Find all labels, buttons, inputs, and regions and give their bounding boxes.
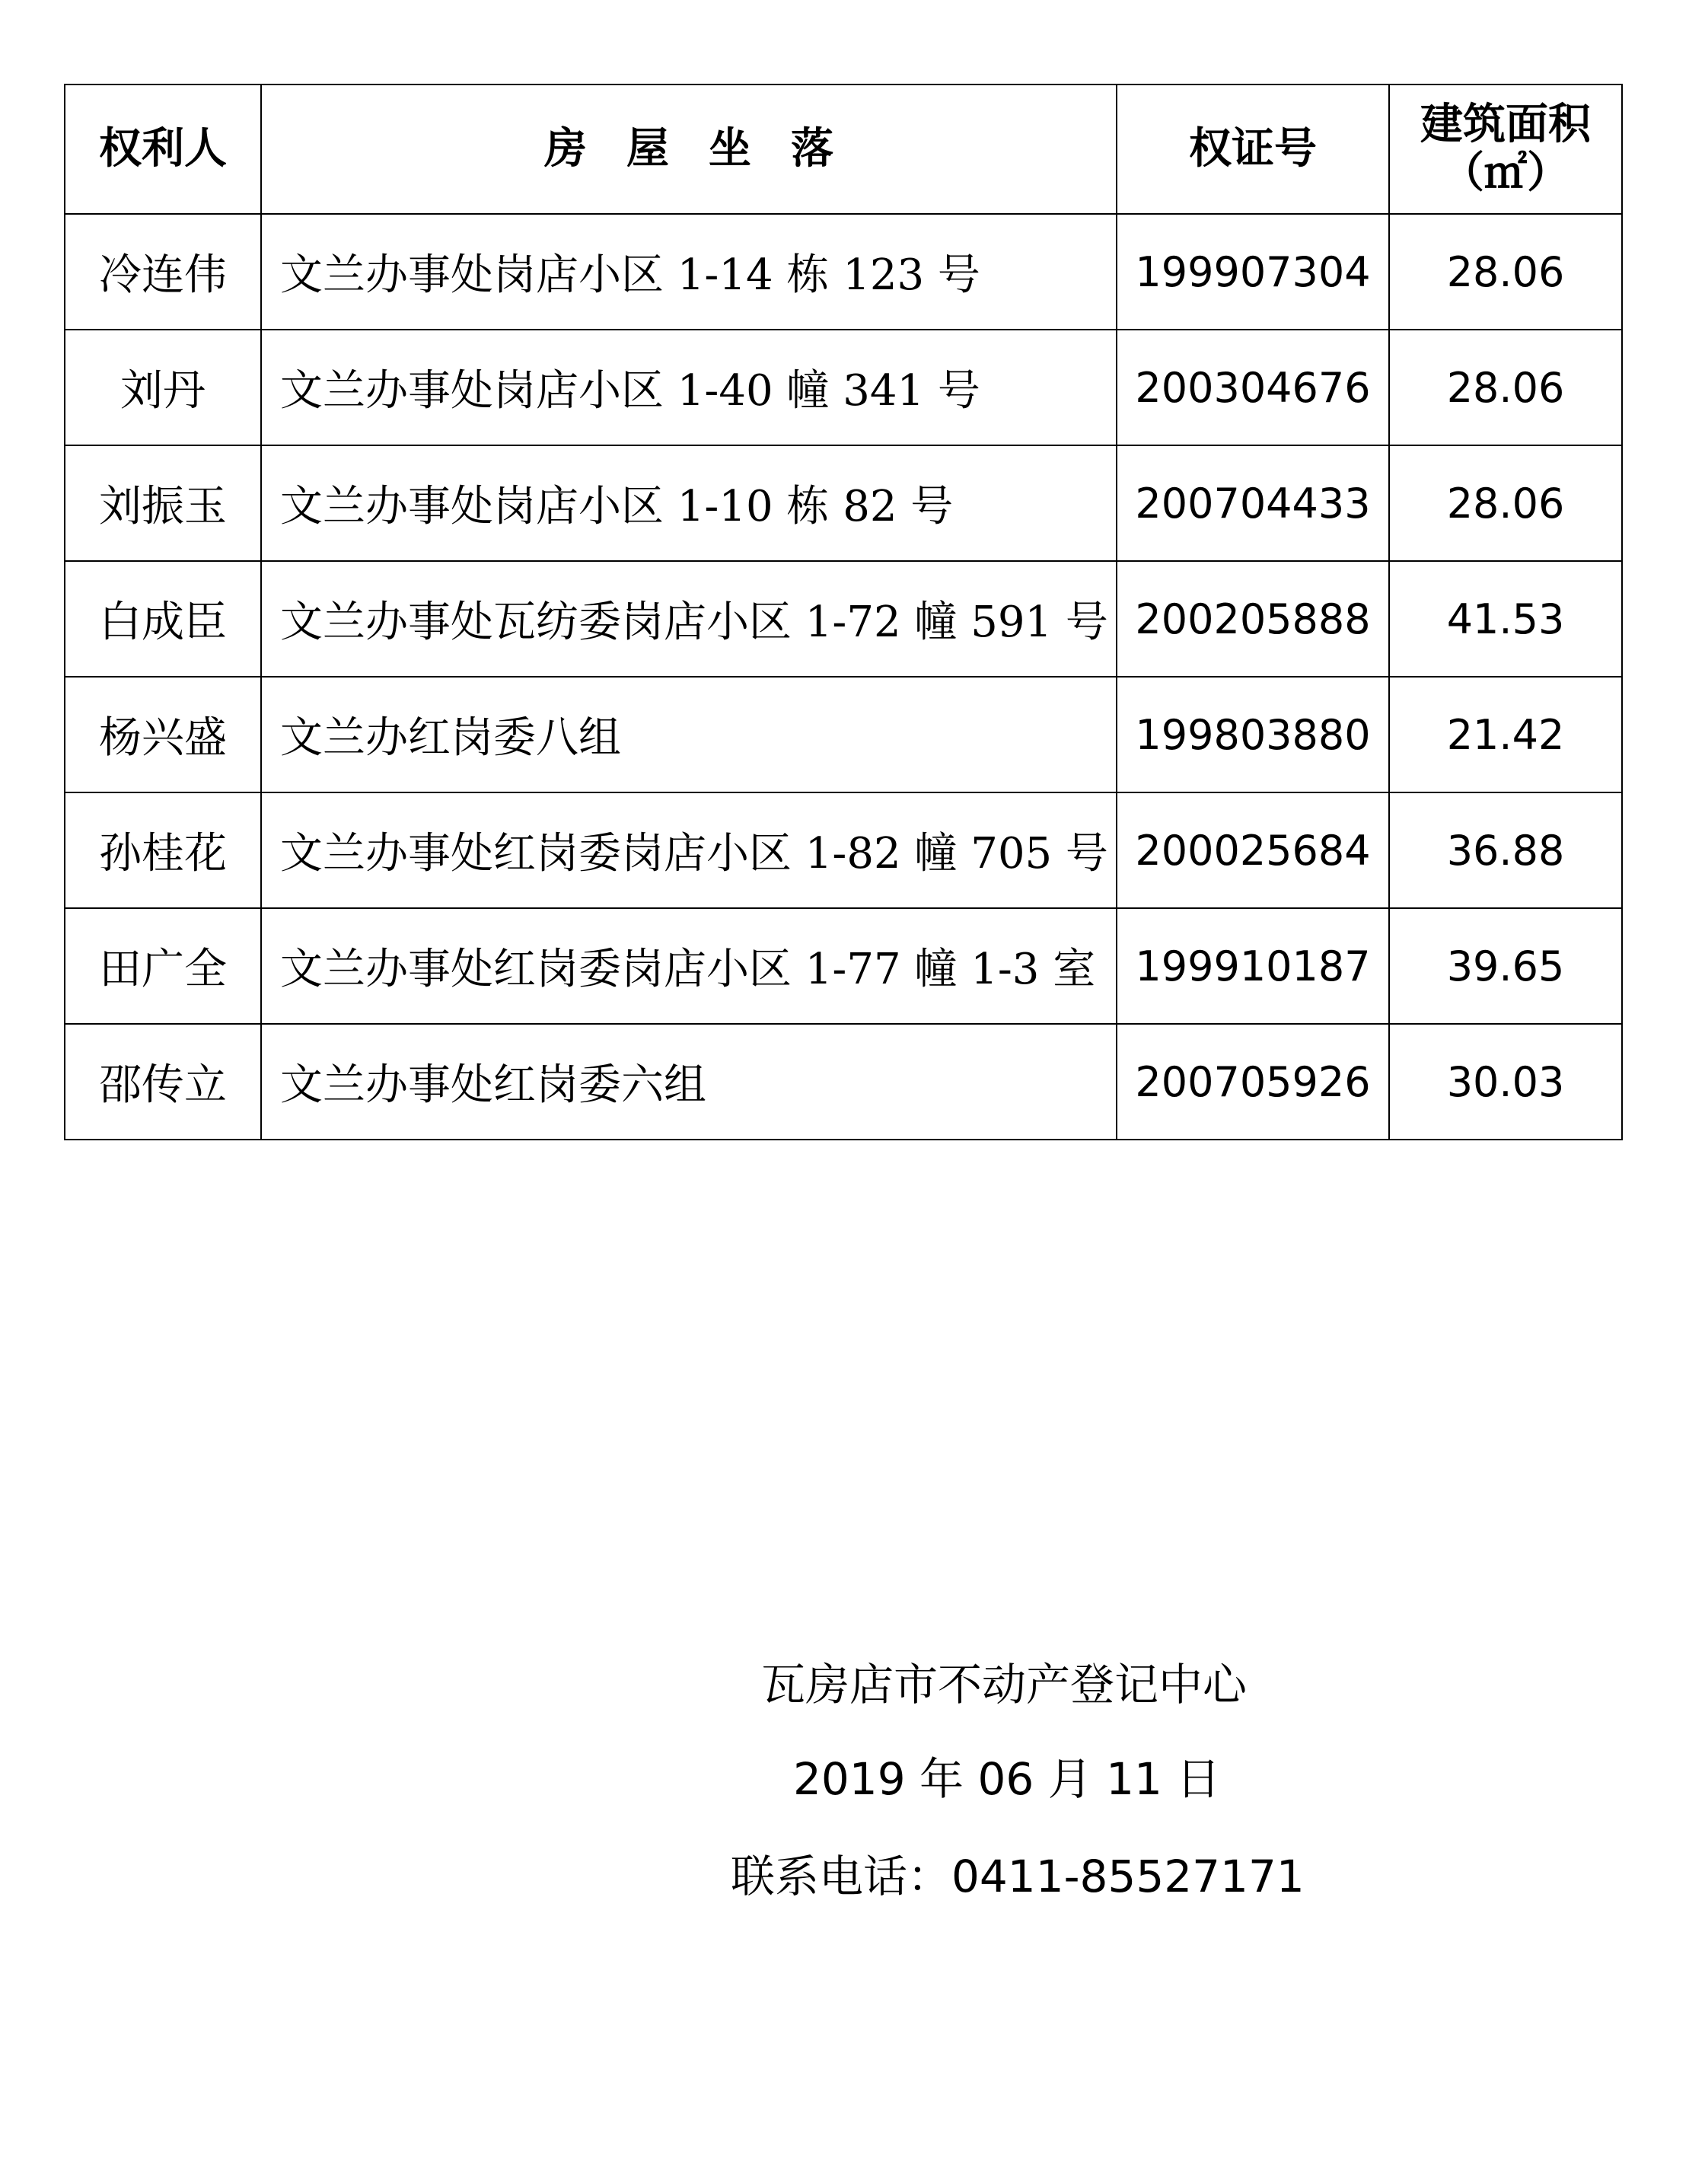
table-header-row	[65, 84, 1622, 214]
area-cell: 28.06	[1389, 214, 1622, 330]
location-cell: 文兰办事处岗店小区 1-40 幢 341 号	[261, 330, 1117, 445]
owner-cell: 田广全	[65, 908, 261, 1024]
location-cell: 文兰办红岗委八组	[261, 677, 1117, 792]
header-area-line1: 建筑面积	[1420, 99, 1591, 149]
cert-no-cell: 200025684	[1117, 792, 1389, 908]
table-row	[65, 561, 1622, 677]
table-row	[65, 330, 1622, 445]
cert-no-cell: 200705926	[1117, 1024, 1389, 1140]
owner-cell: 孙桂花	[65, 792, 261, 908]
table-row	[65, 445, 1622, 561]
location-cell: 文兰办事处红岗委岗店小区 1-77 幢 1-3 室	[261, 908, 1117, 1024]
cert-no-cell: 200704433	[1117, 445, 1389, 561]
registry-table	[64, 84, 1623, 1140]
header-cert-no: 权证号	[1117, 84, 1389, 214]
area-cell: 39.65	[1389, 908, 1622, 1024]
cert-no-cell: 200304676	[1117, 330, 1389, 445]
table-row	[65, 1024, 1622, 1140]
location-cell: 文兰办事处瓦纺委岗店小区 1-72 幢 591 号	[261, 561, 1117, 677]
owner-cell: 刘丹	[65, 330, 261, 445]
cert-no-cell: 199907304	[1117, 214, 1389, 330]
header-area	[1389, 84, 1622, 214]
area-cell: 28.06	[1389, 330, 1622, 445]
location-cell: 文兰办事处红岗委六组	[261, 1024, 1117, 1140]
owner-cell: 白成臣	[65, 561, 261, 677]
area-cell: 41.53	[1389, 561, 1622, 677]
cert-no-cell: 199803880	[1117, 677, 1389, 792]
header-location-text: 房屋坐落	[544, 123, 873, 174]
cert-no-cell: 199910187	[1117, 908, 1389, 1024]
owner-cell: 冷连伟	[65, 214, 261, 330]
footer-date: 2019 年 06 月 11 日	[793, 1753, 1221, 1805]
area-cell: 28.06	[1389, 445, 1622, 561]
header-location	[261, 84, 1117, 214]
footer-organization: 瓦房店市不动产登记中心	[761, 1659, 1248, 1711]
area-cell: 36.88	[1389, 792, 1622, 908]
location-cell: 文兰办事处红岗委岗店小区 1-82 幢 705 号	[261, 792, 1117, 908]
location-cell: 文兰办事处岗店小区 1-14 栋 123 号	[261, 214, 1117, 330]
table-row	[65, 214, 1622, 330]
owner-cell: 刘振玉	[65, 445, 261, 561]
footer-phone: 联系电话：0411-85527171	[731, 1851, 1305, 1902]
header-area-line2: （㎡）	[1442, 148, 1569, 198]
owner-cell: 杨兴盛	[65, 677, 261, 792]
location-cell: 文兰办事处岗店小区 1-10 栋 82 号	[261, 445, 1117, 561]
table-row	[65, 677, 1622, 792]
area-cell: 30.03	[1389, 1024, 1622, 1140]
cert-no-cell: 200205888	[1117, 561, 1389, 677]
table-row	[65, 908, 1622, 1024]
table-row	[65, 792, 1622, 908]
header-owner: 权利人	[65, 84, 261, 214]
area-cell: 21.42	[1389, 677, 1622, 792]
owner-cell: 邵传立	[65, 1024, 261, 1140]
